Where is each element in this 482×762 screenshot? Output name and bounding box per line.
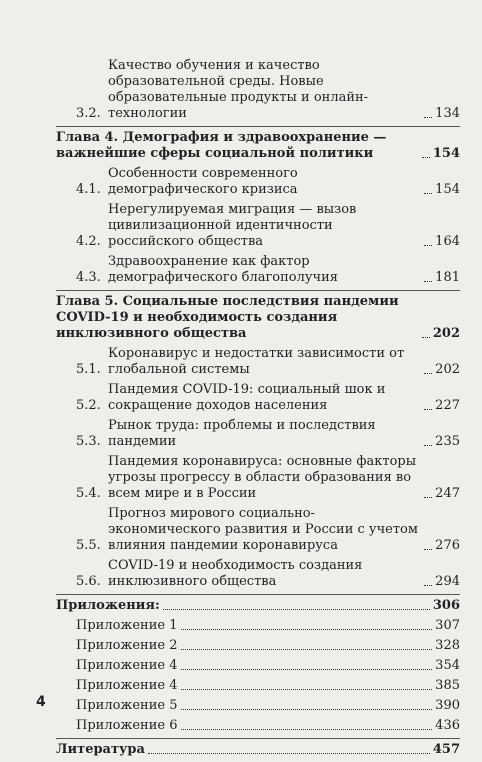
dot-leader bbox=[424, 445, 432, 446]
dot-leader bbox=[181, 629, 433, 630]
toc-chapter-row bbox=[56, 294, 460, 342]
dot-leader bbox=[163, 609, 430, 610]
dot-leader bbox=[181, 729, 433, 730]
section-number: 5.2. bbox=[76, 398, 101, 413]
toc-entry-title: Приложения: bbox=[56, 598, 160, 613]
toc-page-number: 354 bbox=[435, 658, 460, 673]
toc-entry-title: Рынок труда: проблемы и последствия пандемии bbox=[108, 418, 376, 449]
dot-leader bbox=[424, 409, 432, 410]
toc-appendix-row bbox=[56, 718, 460, 734]
dot-leader bbox=[424, 193, 432, 194]
toc-page-number: 247 bbox=[435, 486, 460, 501]
toc-page-number: 164 bbox=[435, 234, 460, 249]
section-number: 5.6. bbox=[76, 574, 101, 589]
dot-leader bbox=[424, 281, 432, 282]
section-number: 4.1. bbox=[76, 182, 101, 197]
section-number: 3.2. bbox=[76, 106, 101, 121]
toc-entry-title: Пандемия COVID-19: социальный шок и сокращение доходов населения bbox=[108, 382, 386, 413]
toc-page-number: 227 bbox=[435, 398, 460, 413]
toc-entry-title: Пандемия коронавируса: основные факторы угрозы прогрессу в области образования во всем мире и в России bbox=[108, 454, 417, 501]
toc-entry-title: Глава 4. Демография и здравоохранение — важнейшие сферы социальной политики bbox=[56, 130, 387, 161]
toc-page-number: 235 bbox=[435, 434, 460, 449]
toc-section-row bbox=[56, 382, 460, 414]
toc-section-row bbox=[56, 418, 460, 450]
toc-entry-title: Приложение 2 bbox=[76, 638, 178, 653]
section-divider bbox=[56, 290, 460, 291]
toc-entry-title: COVID-19 и необходимость создания инклюзивного общества bbox=[108, 558, 363, 589]
dot-leader bbox=[181, 669, 433, 670]
dot-leader bbox=[422, 337, 430, 338]
toc-appendix-row bbox=[56, 678, 460, 694]
section-number: 5.3. bbox=[76, 434, 101, 449]
section-divider bbox=[56, 738, 460, 739]
toc-page-number: 181 bbox=[435, 270, 460, 285]
toc-section-row bbox=[56, 58, 460, 122]
toc-page-number: 307 bbox=[435, 618, 460, 633]
section-number: 4.3. bbox=[76, 270, 101, 285]
toc-section-row bbox=[56, 166, 460, 198]
toc-page-number: 390 bbox=[435, 698, 460, 713]
toc-section-row bbox=[56, 506, 460, 554]
toc-entry-title: Приложение 6 bbox=[76, 718, 178, 733]
dot-leader bbox=[181, 709, 433, 710]
toc-chapter-row bbox=[56, 130, 460, 162]
toc-page-number: 276 bbox=[435, 538, 460, 553]
dot-leader bbox=[422, 157, 430, 158]
toc-section-row bbox=[56, 558, 460, 590]
toc-entry-title: Здравоохранение как фактор демографического благополучия bbox=[108, 254, 338, 285]
toc-section-row bbox=[56, 346, 460, 378]
section-number: 5.5. bbox=[76, 538, 101, 553]
toc-page-number: 202 bbox=[432, 326, 460, 341]
dot-leader bbox=[148, 753, 430, 754]
dot-leader bbox=[181, 689, 433, 690]
toc-appendix-row bbox=[56, 658, 460, 674]
section-number: 5.1. bbox=[76, 362, 101, 377]
toc-entry-title: Прогноз мирового социально-экономического развития и России с учетом влияния пандемии коронавируса bbox=[108, 506, 419, 553]
toc-entry-title: Приложение 5 bbox=[76, 698, 178, 713]
toc-entry-title: Особенности современного демографического кризиса bbox=[108, 166, 298, 197]
section-number: 4.2. bbox=[76, 234, 101, 249]
toc-entry-title: Приложение 4 bbox=[76, 678, 178, 693]
toc-appendix-row bbox=[56, 638, 460, 654]
toc-page-number: 328 bbox=[435, 638, 460, 653]
toc-entry-title: Нерегулируемая миграция — вызов цивилизационной идентичности российского общества bbox=[108, 202, 357, 249]
toc-appendix-row bbox=[56, 698, 460, 714]
toc-appendix-row bbox=[56, 618, 460, 634]
table-of-contents bbox=[56, 58, 460, 762]
toc-chapter-row bbox=[56, 742, 460, 758]
toc-page-number: 306 bbox=[432, 598, 460, 613]
dot-leader bbox=[424, 117, 432, 118]
toc-entry-title: Приложение 1 bbox=[76, 618, 178, 633]
toc-chapter-row bbox=[56, 598, 460, 614]
section-number: 5.4. bbox=[76, 486, 101, 501]
section-divider bbox=[56, 126, 460, 127]
toc-page-number: 154 bbox=[435, 182, 460, 197]
dot-leader bbox=[424, 497, 432, 498]
toc-page-number: 457 bbox=[432, 742, 460, 757]
toc-section-row bbox=[56, 254, 460, 286]
toc-entry-title: Качество обучения и качество образовательной среды. Новые образовательные продукты и онлайн-технологии bbox=[108, 58, 369, 121]
toc-page-number: 436 bbox=[435, 718, 460, 733]
toc-entry-title: Коронавирус и недостатки зависимости от глобальной системы bbox=[108, 346, 405, 377]
toc-entry-title: Глава 5. Социальные последствия пандемии COVID-19 и необходимость создания инклюзивного общества bbox=[56, 294, 399, 341]
dot-leader bbox=[424, 245, 432, 246]
toc-section-row bbox=[56, 454, 460, 502]
toc-entry-title: Литература bbox=[56, 742, 145, 757]
dot-leader bbox=[424, 549, 432, 550]
dot-leader bbox=[181, 649, 433, 650]
toc-page-number: 154 bbox=[432, 146, 460, 161]
toc-page-number: 202 bbox=[435, 362, 460, 377]
dot-leader bbox=[424, 585, 432, 586]
section-divider bbox=[56, 594, 460, 595]
toc-page-number: 385 bbox=[435, 678, 460, 693]
toc-section-row bbox=[56, 202, 460, 250]
toc-page-number: 134 bbox=[435, 106, 460, 121]
page-number: 4 bbox=[36, 694, 46, 710]
toc-page-number: 294 bbox=[435, 574, 460, 589]
dot-leader bbox=[424, 373, 432, 374]
toc-entry-title: Приложение 4 bbox=[76, 658, 178, 673]
